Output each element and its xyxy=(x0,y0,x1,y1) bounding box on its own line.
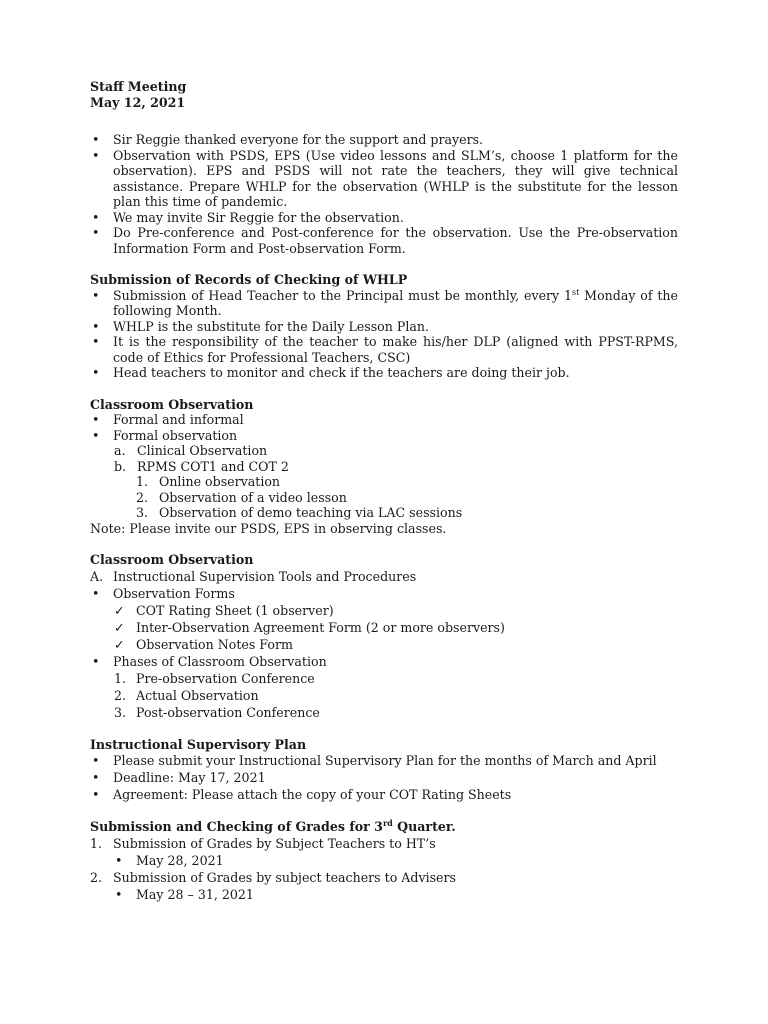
list-item: • Formal and informal xyxy=(90,412,678,428)
list-item: • Sir Reggie thanked everyone for the support and prayers. xyxy=(90,132,678,148)
list-item: • We may invite Sir Reggie for the observation. xyxy=(90,210,678,226)
supervisory-plan-list xyxy=(90,752,678,803)
list-marker: 2. xyxy=(114,687,127,703)
list-item-text: Instructional Supervision Tools and Procedures xyxy=(113,568,417,584)
list-item-text: Monday of the following Month. xyxy=(113,287,678,318)
ordinal-suffix: rd xyxy=(382,817,393,828)
section-heading-grades xyxy=(90,819,678,835)
list-item: • Agreement: Please attach the copy of your COT Rating Sheets xyxy=(90,786,678,803)
list-item xyxy=(90,568,678,585)
list-item-text: Observation of a video lesson xyxy=(159,489,347,505)
checklist-item: ✓ Inter-Observation Agreement Form (2 or more observers) xyxy=(90,619,678,636)
grades-list xyxy=(90,835,678,903)
list-marker: A. xyxy=(90,568,104,584)
observation-list xyxy=(90,412,678,521)
list-item-text: Online observation xyxy=(159,474,281,489)
list-marker: 1. xyxy=(114,670,127,686)
section-heading-classroom-observation-tools: Classroom Observation xyxy=(90,552,254,567)
list-item-text: RPMS COT1 and COT 2 xyxy=(137,458,289,474)
observation-tools-list xyxy=(90,585,678,721)
heading-text: Quarter. xyxy=(392,819,456,834)
ordinal-suffix: st xyxy=(572,287,580,297)
list-item-date: • May 28, 2021 xyxy=(90,852,678,869)
list-item xyxy=(90,490,678,506)
list-marker: a. xyxy=(114,443,126,458)
list-item: • Phases of Classroom Observation xyxy=(90,653,678,670)
list-item-text: Actual Observation xyxy=(136,687,259,703)
list-item xyxy=(90,474,678,490)
meeting-date: May 12, 2021 xyxy=(90,94,186,110)
list-item xyxy=(90,687,678,704)
list-item xyxy=(90,459,678,475)
list-item-text: Pre-observation Conference xyxy=(136,670,315,686)
list-item xyxy=(90,288,678,319)
heading-text: Submission and Checking of Grades for 3 xyxy=(90,819,383,834)
list-marker: 3. xyxy=(114,704,127,720)
list-item: • Do Pre-conference and Post-conference for the observation. Use the Pre-observation Information Form and Post-observation Form. xyxy=(90,225,678,256)
section-heading-supervisory-plan: Instructional Supervisory Plan xyxy=(90,736,307,752)
list-item-text: Submission of Head Teacher to the Principal must be monthly, every 1 xyxy=(113,287,573,303)
list-marker: 2. xyxy=(136,489,149,505)
list-marker: 2. xyxy=(90,869,103,885)
list-marker: b. xyxy=(114,458,127,474)
whlp-list xyxy=(90,288,678,381)
list-item-date: • May 28 – 31, 2021 xyxy=(90,886,678,903)
list-item: • Observation with PSDS, EPS (Use video lessons and SLM’s, choose 1 platform for the observation). EPS and PSDS will not rate the teachers, they will give technical assistance. Prepare WHLP for the observation (WHLP is the substitute for the lesson plan this time of pandemic. xyxy=(90,148,678,210)
document-body xyxy=(90,79,678,903)
list-marker: 1. xyxy=(136,474,149,489)
list-item: • Formal observation xyxy=(90,428,678,444)
list-marker: 1. xyxy=(90,835,103,851)
list-item: • It is the responsibility of the teacher to make his/her DLP (aligned with PPST-RPMS, code of Ethics for Professional Teachers, CSC) xyxy=(90,334,678,365)
list-item: • Deadline: May 17, 2021 xyxy=(90,769,678,786)
list-item-text: Submission of Grades by subject teachers to Advisers xyxy=(113,869,456,885)
list-item: • WHLP is the substitute for the Daily Lesson Plan. xyxy=(90,319,678,335)
list-item xyxy=(90,505,678,521)
intro-list xyxy=(90,132,678,256)
list-item xyxy=(90,443,678,459)
section-heading-whlp: Submission of Records of Checking of WHLP xyxy=(90,272,408,287)
list-item xyxy=(90,869,678,886)
meeting-title: Staff Meeting xyxy=(90,79,187,94)
list-item-text: Observation of demo teaching via LAC sessions xyxy=(159,505,463,520)
section-heading-classroom-observation: Classroom Observation xyxy=(90,396,254,412)
list-item-text: Submission of Grades by Subject Teachers to HT’s xyxy=(113,835,436,851)
observation-note: Note: Please invite our PSDS, EPS in observing classes. xyxy=(90,520,447,536)
list-marker: 3. xyxy=(136,505,149,520)
list-item xyxy=(90,704,678,721)
list-item: • Please submit your Instructional Supervisory Plan for the months of March and April xyxy=(90,752,678,769)
list-item xyxy=(90,670,678,687)
checklist-item: ✓ COT Rating Sheet (1 observer) xyxy=(90,602,678,619)
checklist-item: ✓ Observation Notes Form xyxy=(90,636,678,653)
list-item: • Observation Forms xyxy=(90,585,678,602)
list-item xyxy=(90,835,678,852)
list-item-text: Clinical Observation xyxy=(137,443,268,458)
list-item-text: Post-observation Conference xyxy=(136,704,320,720)
list-item: • Head teachers to monitor and check if the teachers are doing their job. xyxy=(90,365,678,381)
